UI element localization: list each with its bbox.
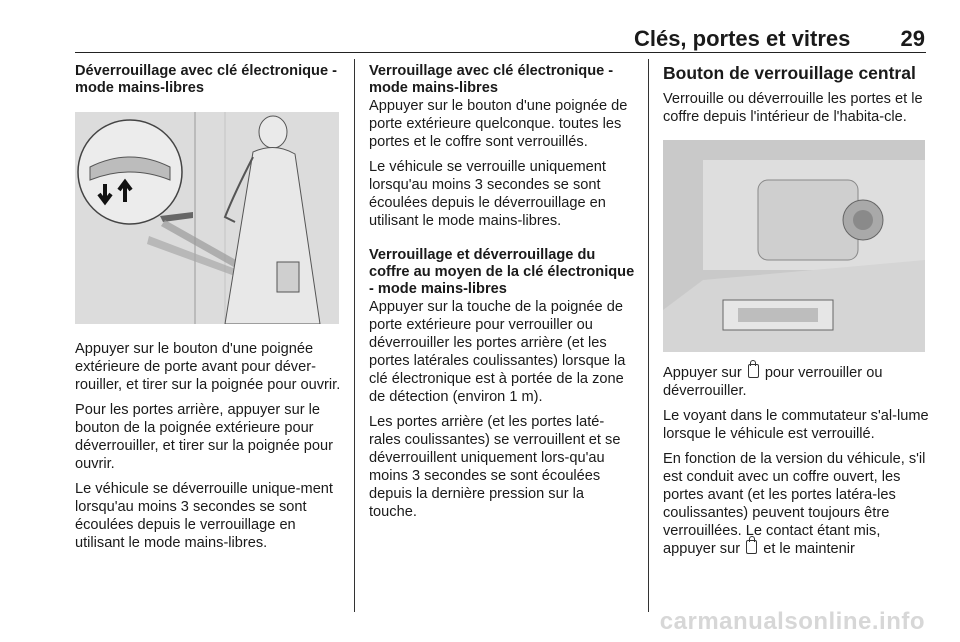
paragraph [663, 450, 929, 558]
column-divider-1 [354, 59, 355, 612]
page-header [75, 26, 925, 52]
paragraph: Appuyer sur le bouton d'une poignée de porte extérieure quelconque. toutes les portes et le coffre sont verrouillés. [369, 98, 628, 150]
central-lock-button-illustration [663, 140, 925, 352]
paragraph: Verrouille ou déverrouille les portes et le coffre depuis l'intérieur de l'habita-cle. [663, 91, 923, 125]
text-fragment: Appuyer sur [663, 365, 742, 381]
paragraph: Appuyer sur la touche de la poignée de porte extérieure pour verrouiller ou déverrouiller les portes arrière (et les portes latérales coulissantes) lorsque la clé électronique est à portée de la zone de détection (environ 1 m). [369, 299, 626, 405]
section-heading: Déverrouillage avec clé électronique - mode mains-libres [75, 63, 337, 96]
watermark: carmanualsonline.info [659, 608, 925, 635]
text-fragment: pour verrouiller ou déverrouiller. [663, 365, 883, 399]
page-number: 29 [900, 26, 925, 51]
header-divider [75, 52, 926, 53]
paragraph: Les portes arrière (et les portes laté-rales coulissantes) se verrouillent et se déverrouillent uniquement lors-qu'au moins 3 secondes se sont écoulées depuis la dernière pression sur la touche. [369, 414, 621, 520]
paragraph: Le véhicule se déverrouille unique-ment lorsqu'au moins 3 secondes se sont écoulées depuis le verrouillage en utilisant le mode mains-libres. [75, 481, 333, 551]
lock-icon [748, 364, 759, 378]
section-heading: Verrouillage avec clé électronique - mode mains-libres [369, 63, 614, 96]
section-heading: Verrouillage et déverrouillage du coffre au moyen de la clé électronique - mode mains-libres [369, 247, 635, 297]
text-fragment: En fonction de la version du véhicule, s'il est conduit avec un coffre ouvert, les portes avant (et les portes latéra-les coulissantes) peuvent toujours être verrouillées. Le contact étant mis, appuyer sur [663, 451, 926, 557]
paragraph: Le voyant dans le commutateur s'al-lume lorsque le véhicule est verrouillé. [663, 408, 929, 442]
hands-free-unlock-illustration [75, 112, 339, 324]
text-fragment: et le maintenir [763, 541, 855, 557]
column-2 [369, 63, 635, 528]
column-divider-2 [648, 59, 649, 612]
section-heading: Bouton de verrouillage central [663, 63, 916, 83]
paragraph: Appuyer sur le bouton d'une poignée extérieure de porte avant pour déver-rouiller, et tirer sur la poignée pour ouvrir. [75, 341, 341, 393]
paragraph [663, 364, 929, 400]
page-title: Clés, portes et vitres [633, 26, 851, 51]
column-3 [663, 63, 929, 565]
lock-icon [746, 540, 757, 554]
paragraph: Pour les portes arrière, appuyer sur le bouton de la poignée extérieure pour déverrouiller, et tirer sur la poignée pour ouvrir. [75, 402, 333, 472]
column-1 [75, 63, 343, 559]
paragraph: Le véhicule se verrouille uniquement lorsqu'au moins 3 secondes se sont écoulées depuis le déverrouillage en utilisant le mode mains-libres. [369, 159, 606, 229]
